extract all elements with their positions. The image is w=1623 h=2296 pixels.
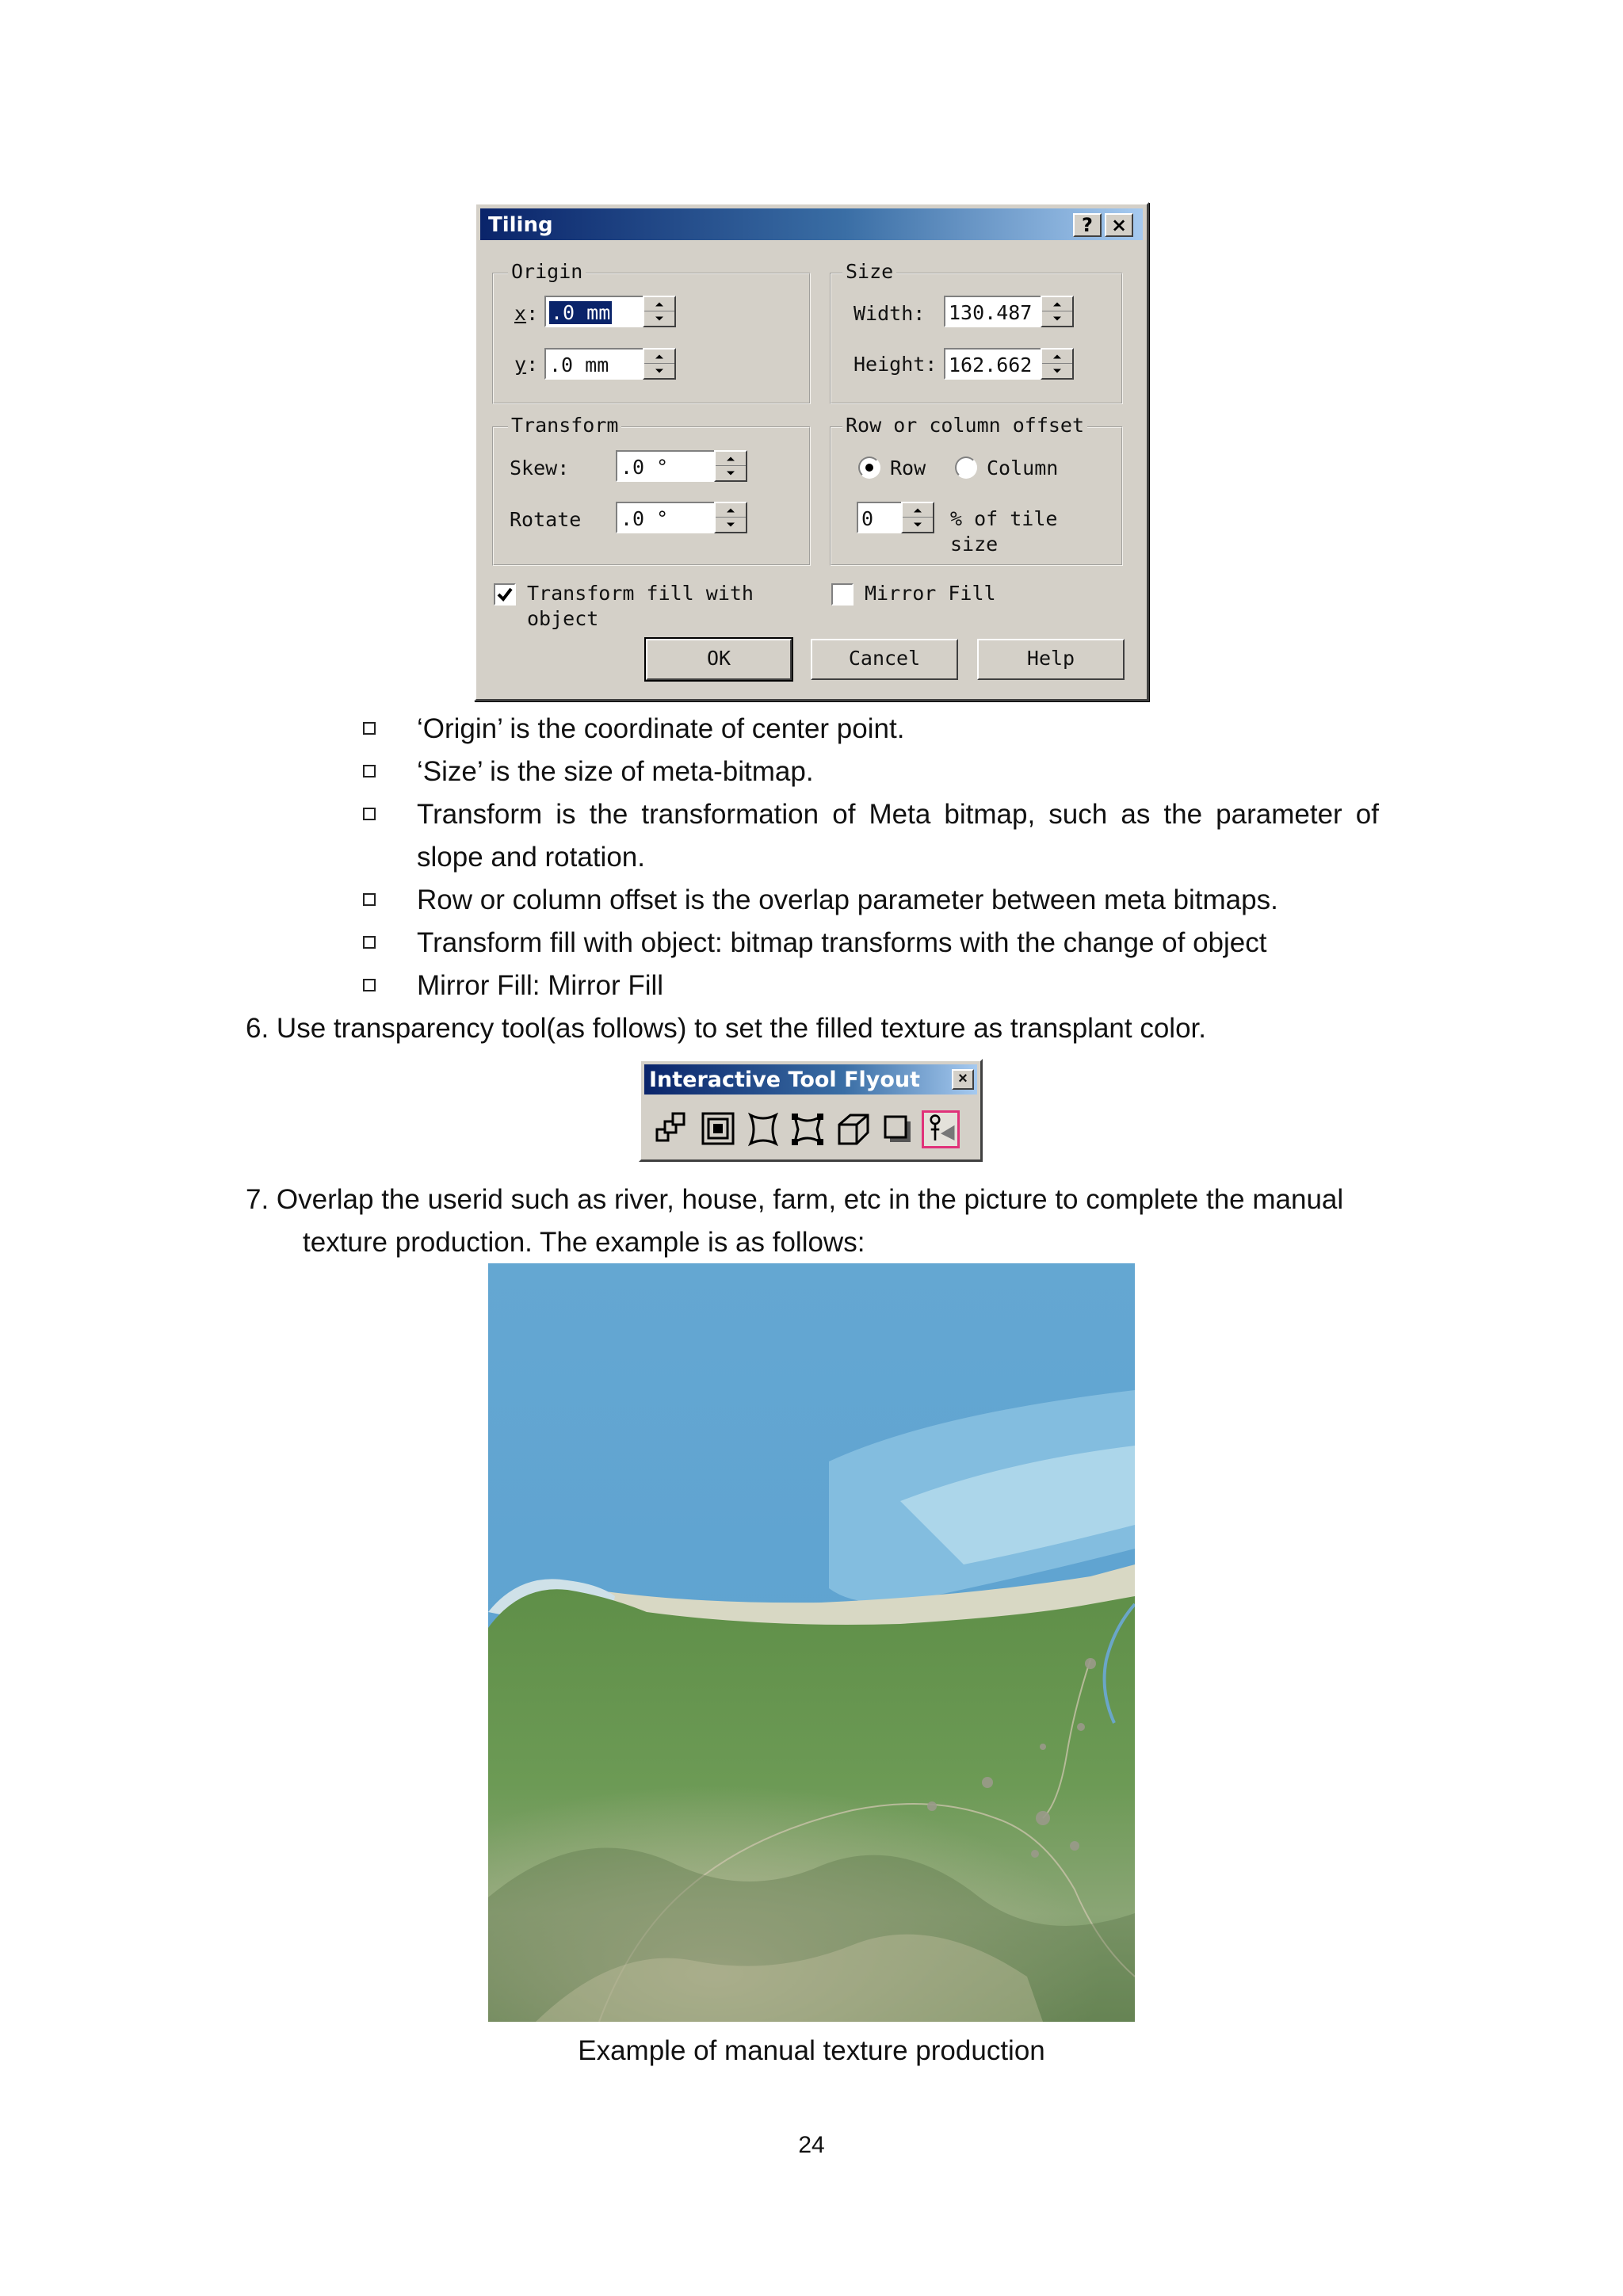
height-label: Height:	[854, 353, 938, 376]
bullet-mirror-fill: Mirror Fill: Mirror Fill	[417, 970, 664, 1001]
width-spinner[interactable]	[1041, 296, 1074, 327]
step-7-text-line2: texture production. The example is as follows:	[303, 1227, 865, 1258]
column-radio[interactable]	[955, 457, 977, 479]
bullet-offset: Row or column offset is the overlap parameter between meta bitmaps.	[417, 884, 1278, 915]
bullet-marker	[363, 722, 376, 735]
offset-pct-label-1: % of tile	[950, 507, 1058, 530]
step-6-text: 6. Use transparency tool(as follows) to set the filled texture as transplant color.	[246, 1013, 1206, 1044]
help-button[interactable]: ?	[1073, 213, 1102, 237]
contour-tool-icon[interactable]	[700, 1110, 738, 1148]
extrude-tool-icon[interactable]	[834, 1110, 873, 1148]
rotate-spinner[interactable]	[714, 502, 747, 533]
bullet-transform-cont: slope and rotation.	[417, 842, 645, 873]
origin-x-label: x	[514, 302, 527, 325]
mirror-fill-label: Mirror Fill	[865, 582, 996, 605]
origin-x-label-wrap: x:	[514, 302, 539, 325]
tiling-dialog	[474, 202, 1149, 701]
origin-y-value: .0 mm	[549, 353, 609, 376]
origin-x-input[interactable]	[544, 296, 651, 327]
rotate-label: Rotate	[510, 508, 582, 531]
ok-button[interactable]: OK	[646, 639, 792, 680]
bullet-origin: ‘Origin’ is the coordinate of center point.	[417, 713, 905, 744]
offset-spinner[interactable]	[901, 502, 934, 533]
transform-fill-label-1: Transform fill with	[527, 582, 754, 605]
column-radio-label: Column	[987, 457, 1059, 479]
row-radio[interactable]	[858, 457, 880, 479]
size-group	[830, 273, 1123, 404]
origin-y-spinner[interactable]	[643, 348, 676, 380]
origin-y-label-wrap: y:	[514, 353, 539, 376]
origin-x-value: .0 mm	[551, 301, 611, 324]
offset-group-label: Row or column offset	[842, 414, 1087, 437]
origin-group-label: Origin	[508, 260, 586, 283]
row-radio-dot	[865, 464, 873, 472]
envelope-tool-icon[interactable]	[789, 1110, 827, 1148]
skew-input[interactable]	[616, 450, 720, 482]
rotate-value: .0 °	[621, 507, 669, 530]
interactive-tool-flyout	[639, 1059, 983, 1162]
rotate-input[interactable]	[616, 502, 720, 533]
dialog-title: Tiling	[488, 213, 553, 237]
transform-group	[492, 426, 811, 566]
bullet-marker	[363, 979, 376, 991]
drop-shadow-tool-icon[interactable]	[879, 1110, 917, 1148]
texture-example-image	[488, 1263, 1135, 2022]
origin-group	[492, 273, 811, 404]
origin-y-label: y	[514, 353, 527, 376]
transparency-tool-icon[interactable]	[922, 1110, 960, 1148]
skew-value: .0 °	[621, 456, 669, 479]
bullet-transform-fill: Transform fill with object: bitmap transforms with the change of object	[417, 927, 1267, 958]
flyout-titlebar	[644, 1064, 977, 1095]
width-label: Width:	[854, 302, 926, 325]
flyout-title: Interactive Tool Flyout	[649, 1068, 921, 1092]
height-spinner[interactable]	[1041, 348, 1074, 380]
offset-pct-label-2: size	[950, 533, 999, 556]
size-group-label: Size	[842, 260, 896, 283]
transform-group-label: Transform	[508, 414, 621, 437]
flyout-close-button[interactable]: ×	[952, 1069, 974, 1090]
checkmark-icon	[495, 585, 514, 604]
row-radio-label: Row	[890, 457, 926, 479]
height-value: 162.662	[949, 353, 1033, 376]
page-number: 24	[798, 2132, 825, 2158]
distort-tool-icon[interactable]	[744, 1110, 782, 1148]
transform-fill-checkbox[interactable]	[494, 583, 516, 606]
bullet-marker	[363, 765, 376, 777]
bullet-marker	[363, 893, 376, 906]
image-caption: Example of manual texture production	[578, 2035, 1045, 2066]
width-value: 130.487	[949, 301, 1033, 324]
bullet-transform: Transform is the transformation of Meta bitmap, such as the parameter of	[417, 799, 1379, 830]
skew-label: Skew:	[510, 457, 570, 479]
step-7-text-line1: 7. Overlap the userid such as river, house, farm, etc in the picture to complete the manual	[246, 1184, 1344, 1215]
bullet-size: ‘Size’ is the size of meta-bitmap.	[417, 756, 814, 787]
skew-spinner[interactable]	[714, 450, 747, 482]
origin-x-spinner[interactable]	[643, 296, 676, 327]
offset-value: 0	[861, 507, 874, 530]
close-button[interactable]: ×	[1105, 213, 1133, 237]
dialog-help-button[interactable]: Help	[977, 639, 1125, 680]
height-input[interactable]	[944, 348, 1044, 380]
mirror-fill-checkbox[interactable]	[831, 583, 854, 606]
dialog-titlebar	[480, 208, 1143, 240]
origin-y-input[interactable]	[544, 348, 651, 380]
bullet-marker	[363, 936, 376, 949]
cancel-button[interactable]: Cancel	[811, 639, 958, 680]
blend-tool-icon[interactable]	[654, 1110, 692, 1148]
width-input[interactable]	[944, 296, 1044, 327]
transform-fill-label-2: object	[527, 607, 599, 630]
bullet-marker	[363, 808, 376, 820]
